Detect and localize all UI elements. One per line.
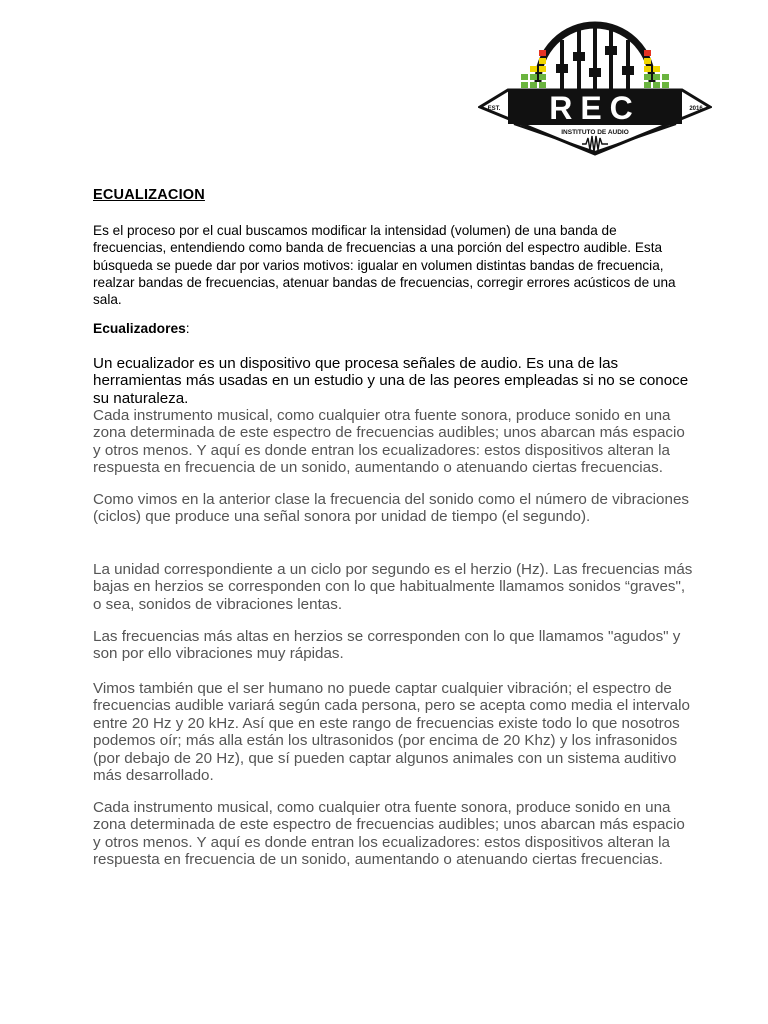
subheading-suffix: : [185, 321, 190, 336]
rec-logo-graphic [478, 12, 712, 162]
logo-left-text: EST. [487, 106, 501, 112]
left-level-meter-icon [521, 50, 546, 88]
body-paragraph: Cada instrumento musical, como cualquier otra fuente sonora, produce sonido en una zona determinada de este espectro de frecuencias audibles; unos abarcan más espacio y otros menos. Y aquí es donde entran los ecualizadores: estos dispositivos alteran la respuesta en frecuencia de un sonido, aumentando o atenuando ciertas frecuencias. [93, 799, 685, 869]
rec-logo [478, 12, 712, 162]
lead-paragraph: Un ecualizador es un dispositivo que procesa señales de audio. Es una de las herramientas más usadas en un estudio y una de las peores empleadas si no se conoce su naturaleza. [93, 355, 689, 407]
section-subheading [93, 321, 190, 336]
logo-main-text: REC [549, 90, 641, 126]
body-paragraph: Las frecuencias más altas en herzios se corresponden con lo que llamamos "agudos" y son por ello vibraciones muy rápidas. [93, 628, 681, 663]
subheading-label: Ecualizadores [93, 321, 186, 336]
right-level-meter-icon [644, 50, 669, 88]
intro-paragraph: Es el proceso por el cual buscamos modificar la intensidad (volumen) de una banda de frecuencias, entendiendo como banda de frecuencias a una porción del espectro audible. Esta búsqueda se puede dar por varios motivos: igualar en volumen distintas bandas de frecuencia, realzar bandas de frecuencias, atenuar bandas de frecuencias, corregir errores acústicos de una sala. [93, 223, 676, 308]
logo-right-text: 2016 [689, 106, 703, 112]
logo-bottom-text: INSTITUTO DE AUDIO [561, 129, 629, 136]
body-paragraph: Cada instrumento musical, como cualquier otra fuente sonora, produce sonido en una zona determinada de este espectro de frecuencias audibles; unos abarcan más espacio y otros menos. Y aquí es donde entran los ecualizadores: estos dispositivos alteran la respuesta en frecuencia de un sonido, aumentando o atenuando ciertas frecuencias. [93, 407, 685, 477]
body-paragraph: Vimos también que el ser humano no puede captar cualquier vibración; el espectro de frecuencias audible variará según cada persona, pero se acepta como media el intervalo entre 20 Hz y 20 kHz. Así que en este rango de frecuencias existe todo lo que nosotros podemos oír; más alla están los ultrasonidos (por encima de 20 Khz) y los infrasonidos (por debajo de 20 Hz), que sí pueden captar algunos animales con un sistema auditivo más desarrollado. [93, 680, 690, 785]
body-paragraph: Como vimos en la anterior clase la frecuencia del sonido como el número de vibraciones (ciclos) que produce una señal sonora por unidad de tiempo (el segundo). [93, 491, 689, 526]
body-paragraph: La unidad correspondiente a un ciclo por segundo es el herzio (Hz). Las frecuencias más bajas en herzios se corresponden con lo que habitualmente llamamos sonidos “graves", o sea, sonidos de vibraciones lentas. [93, 561, 693, 613]
document-title: ECUALIZACION [93, 187, 205, 203]
